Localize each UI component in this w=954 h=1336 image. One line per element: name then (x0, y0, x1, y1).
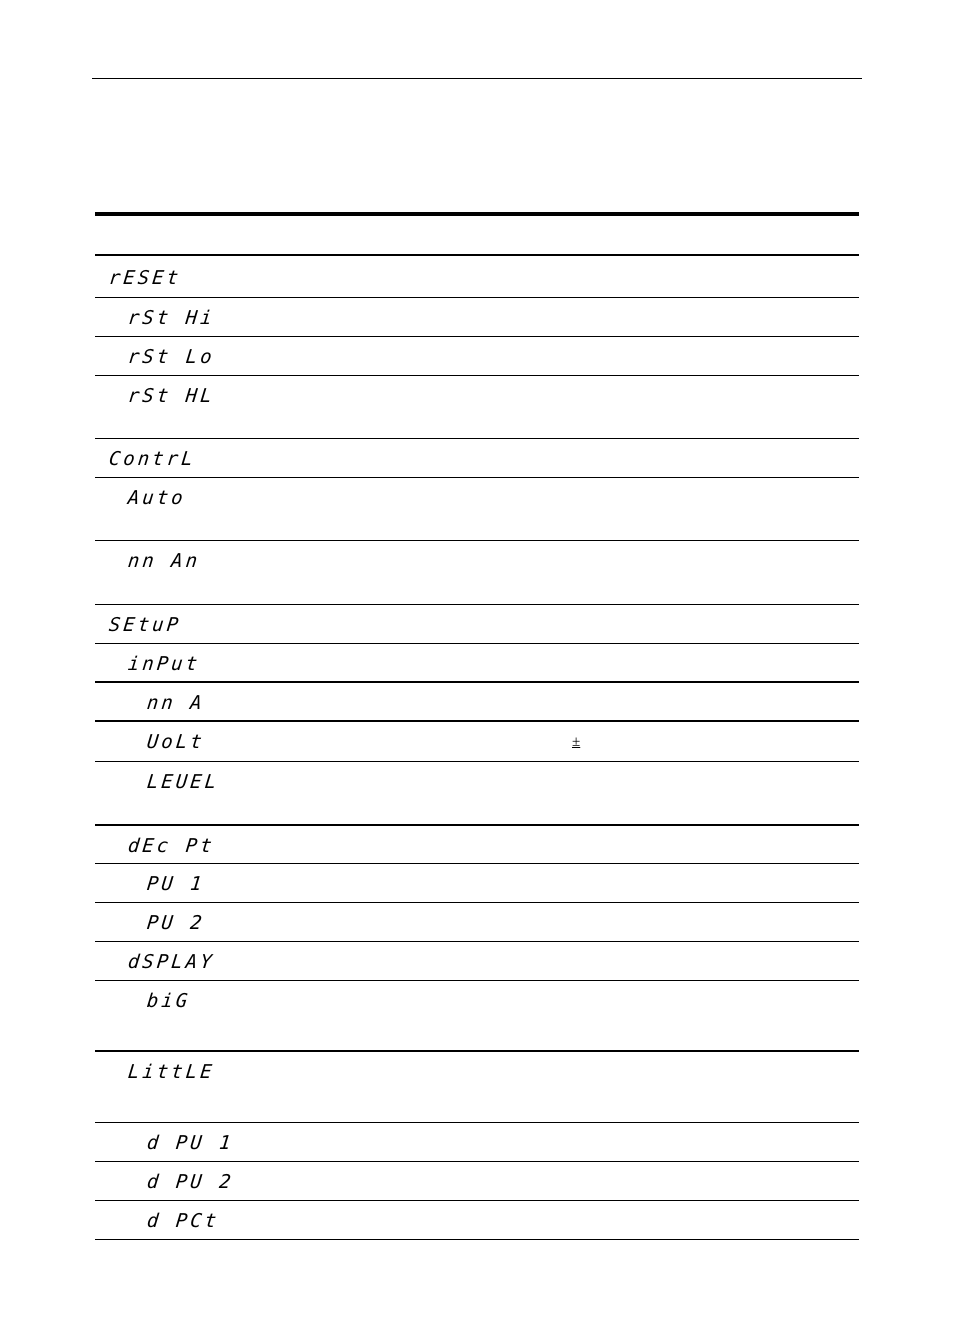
table-row (95, 683, 859, 722)
table-row (95, 903, 859, 942)
menu-code: dEc Pt (126, 835, 216, 857)
table-row (95, 942, 859, 981)
table-row (95, 605, 859, 644)
menu-code: rESEt (107, 267, 183, 289)
table-row (95, 1201, 859, 1240)
table-row (95, 541, 859, 605)
menu-code: Auto (126, 487, 187, 509)
plus-minus-note: ± (572, 734, 581, 750)
menu-code: dSPLAY (126, 951, 216, 973)
table-header (95, 216, 859, 256)
table-row (95, 644, 859, 683)
menu-code: LEUEL (145, 771, 221, 793)
menu-code: nn An (126, 550, 202, 572)
menu-code: biG (145, 990, 192, 1012)
table-row (95, 376, 859, 439)
table-row (95, 981, 859, 1052)
menu-code: inPut (126, 653, 202, 675)
menu-code: UoLt (145, 731, 206, 753)
table-row (95, 298, 859, 337)
menu-code: rSt HL (126, 385, 216, 407)
table-row (95, 1123, 859, 1162)
menu-code: d PCt (145, 1210, 221, 1232)
table-row (95, 337, 859, 376)
menu-code: rSt Lo (126, 346, 216, 368)
menu-code: PU 2 (145, 912, 206, 934)
table-row (95, 1162, 859, 1201)
menu-code: d PU 1 (145, 1132, 235, 1154)
table-row (95, 722, 859, 762)
table-row (95, 439, 859, 478)
table-row (95, 1052, 859, 1123)
menu-code: nn A (145, 692, 206, 714)
menu-code: PU 1 (145, 873, 206, 895)
menu-code: rSt Hi (126, 307, 216, 329)
table-row (95, 864, 859, 903)
menu-code: SEtuP (107, 614, 183, 636)
menu-code: ContrL (107, 448, 197, 470)
table-row (95, 258, 859, 298)
table-row (95, 478, 859, 541)
menu-code: d PU 2 (145, 1171, 235, 1193)
table-row (95, 762, 859, 826)
table-row (95, 826, 859, 864)
menu-code: LittLE (126, 1061, 216, 1083)
header-rule (92, 78, 862, 79)
